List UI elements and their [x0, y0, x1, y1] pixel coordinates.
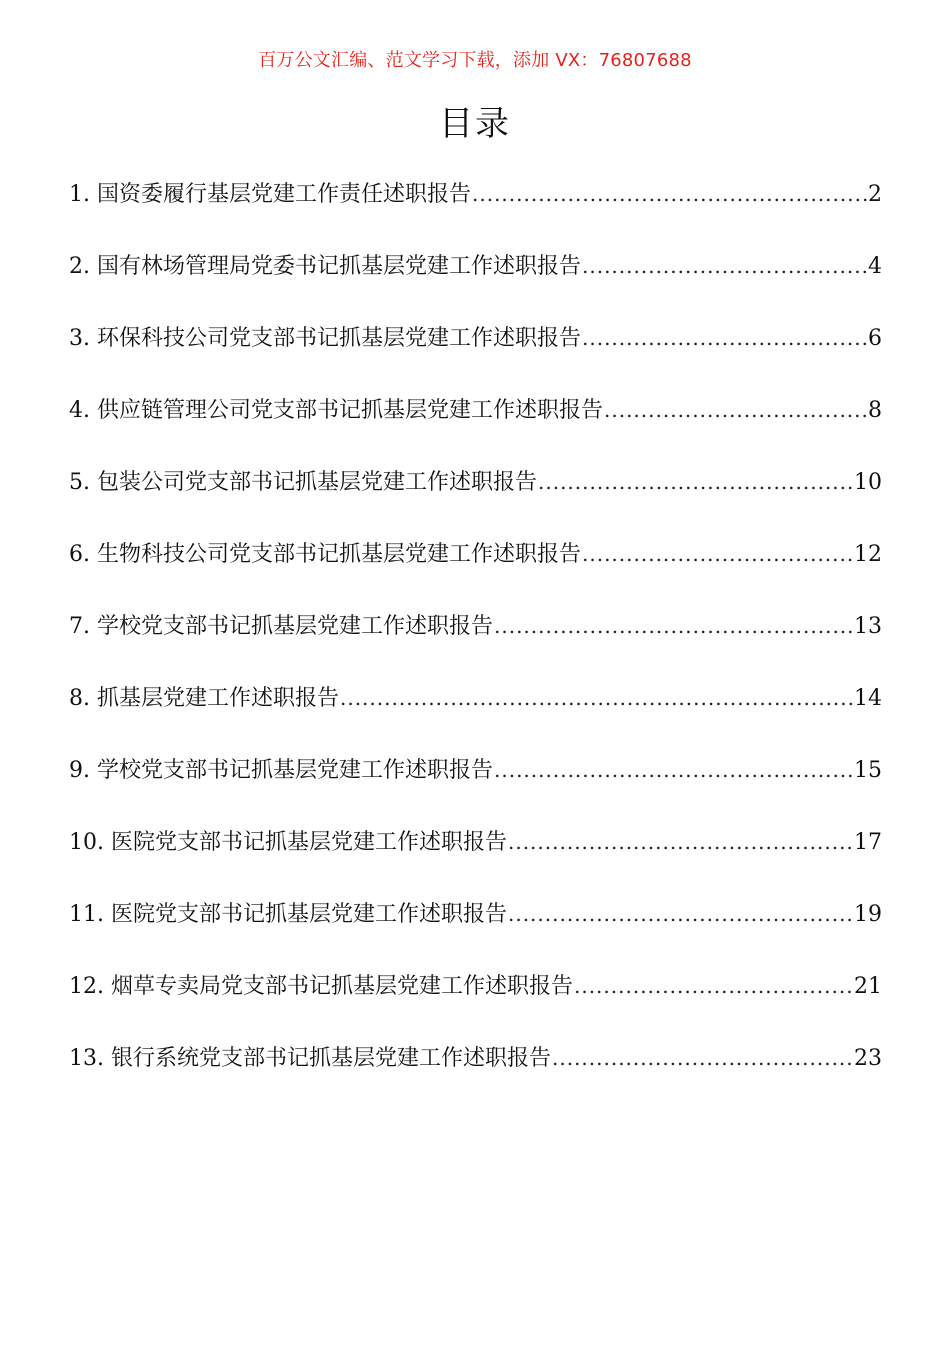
- toc-dot-leader: [508, 824, 853, 860]
- toc-dot-leader: [582, 248, 867, 284]
- toc-dot-leader: [582, 320, 867, 356]
- toc-entry-title: 11. 医院党支部书记抓基层党建工作述职报告: [69, 902, 507, 927]
- toc-dot-leader: [494, 608, 853, 644]
- toc-page-number: 23: [854, 1046, 882, 1071]
- toc-entry-title: 7. 学校党支部书记抓基层党建工作述职报告: [69, 614, 493, 639]
- toc-entry-title: 9. 学校党支部书记抓基层党建工作述职报告: [69, 758, 493, 783]
- toc-dot-leader: [552, 1040, 853, 1076]
- toc-page-number: 4: [868, 254, 882, 279]
- toc-page-number: 21: [854, 974, 882, 999]
- toc-entry[interactable]: [69, 176, 882, 248]
- toc-page-number: 6: [868, 326, 882, 351]
- toc-dot-leader: [538, 464, 853, 500]
- toc-entry[interactable]: [69, 896, 882, 968]
- toc-dot-leader: [582, 536, 853, 572]
- toc-page-number: 12: [854, 542, 882, 567]
- toc-page-number: 10: [854, 470, 882, 495]
- toc-entry-title: 1. 国资委履行基层党建工作责任述职报告: [69, 182, 471, 207]
- toc-entry-title: 2. 国有林场管理局党委书记抓基层党建工作述职报告: [69, 254, 581, 279]
- toc-entry[interactable]: [69, 536, 882, 608]
- toc-entry[interactable]: [69, 464, 882, 536]
- page-title: 目录: [439, 104, 511, 144]
- toc-page-number: 19: [854, 902, 882, 927]
- toc-page-number: 13: [854, 614, 882, 639]
- toc-entry[interactable]: [69, 248, 882, 320]
- toc-page-number: 17: [854, 830, 882, 855]
- toc-dot-leader: [472, 176, 867, 212]
- toc-entry[interactable]: [69, 680, 882, 752]
- toc-entry[interactable]: [69, 824, 882, 896]
- toc-entry-title: 6. 生物科技公司党支部书记抓基层党建工作述职报告: [69, 542, 581, 567]
- toc-entry-title: 12. 烟草专卖局党支部书记抓基层党建工作述职报告: [69, 974, 573, 999]
- toc-entry-title: 5. 包装公司党支部书记抓基层党建工作述职报告: [69, 470, 537, 495]
- toc-page-number: 8: [868, 398, 882, 423]
- toc-dot-leader: [494, 752, 853, 788]
- toc-dot-leader: [604, 392, 867, 428]
- toc-entry[interactable]: [69, 1040, 882, 1112]
- toc-entry-title: 3. 环保科技公司党支部书记抓基层党建工作述职报告: [69, 326, 581, 351]
- toc-entry[interactable]: [69, 968, 882, 1040]
- toc-dot-leader: [340, 680, 853, 716]
- table-of-contents: [69, 176, 882, 1112]
- header-banner: 百万公文汇编、范文学习下载，添加 VX：76807688: [258, 50, 692, 71]
- toc-dot-leader: [508, 896, 853, 932]
- toc-entry[interactable]: [69, 392, 882, 464]
- toc-entry[interactable]: [69, 320, 882, 392]
- toc-page-number: 15: [854, 758, 882, 783]
- toc-entry[interactable]: [69, 752, 882, 824]
- toc-dot-leader: [574, 968, 853, 1004]
- toc-entry[interactable]: [69, 608, 882, 680]
- toc-page-number: 2: [868, 182, 882, 207]
- toc-page-number: 14: [854, 686, 882, 711]
- toc-entry-title: 13. 银行系统党支部书记抓基层党建工作述职报告: [69, 1046, 551, 1071]
- toc-entry-title: 8. 抓基层党建工作述职报告: [69, 686, 339, 711]
- toc-entry-title: 10. 医院党支部书记抓基层党建工作述职报告: [69, 830, 507, 855]
- toc-entry-title: 4. 供应链管理公司党支部书记抓基层党建工作述职报告: [69, 398, 603, 423]
